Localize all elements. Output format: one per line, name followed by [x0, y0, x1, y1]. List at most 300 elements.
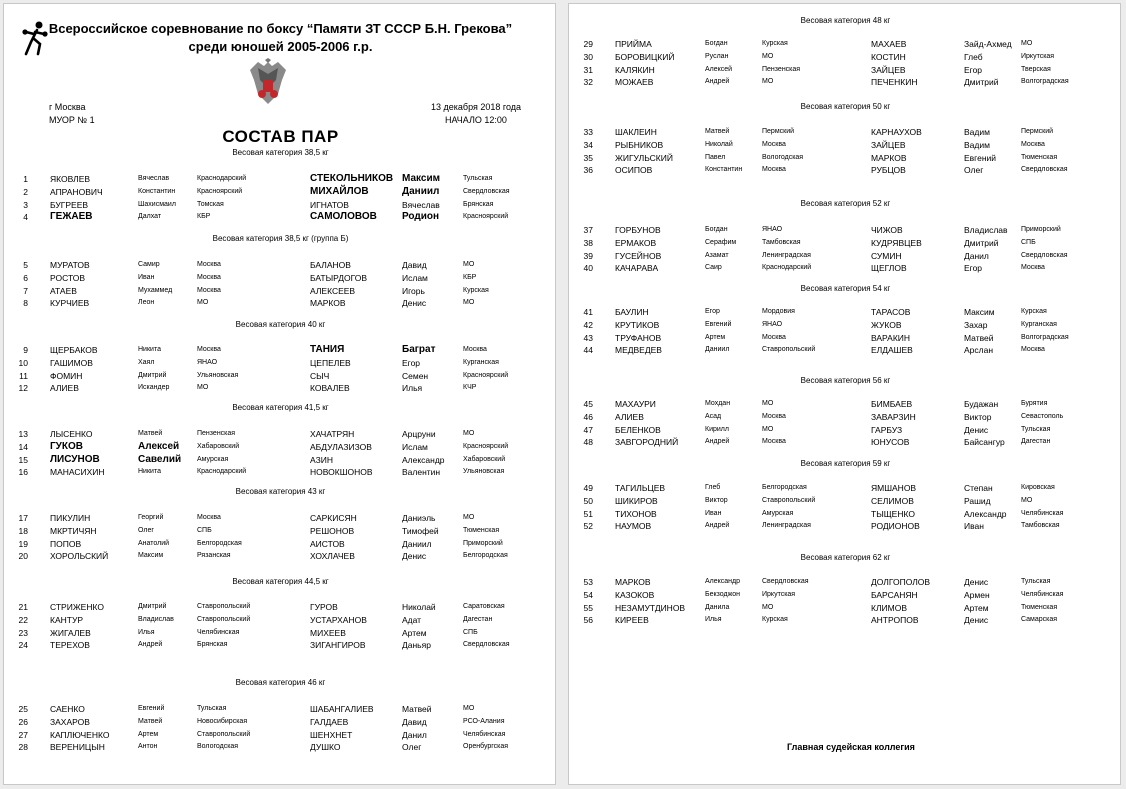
red-corner-name: Артем: [705, 333, 726, 341]
red-corner-surname: КАЛЯКИН: [615, 64, 655, 75]
red-corner-region: Ульяновская: [197, 371, 239, 379]
blue-corner-region: РСО-Алания: [463, 717, 505, 725]
pair-number: 10: [18, 357, 28, 368]
red-corner-name: Бекзоджон: [705, 590, 741, 598]
blue-corner-region: Тамбовская: [1021, 522, 1060, 530]
pair-row: [4, 298, 557, 310]
footer-signature: Главная судейская коллегия: [787, 742, 915, 752]
blue-corner-name: Тимофей: [402, 525, 439, 536]
red-corner-region: Ставропольский: [762, 496, 816, 504]
pair-row: [4, 187, 557, 199]
blue-corner-surname: КОВАЛЕВ: [310, 383, 350, 394]
blue-corner-name: Степан: [964, 483, 993, 493]
pair-row: [4, 717, 557, 729]
blue-corner-region: Свердловская: [1021, 251, 1068, 259]
blue-corner-surname: СТЕКОЛЬНИКОВ: [310, 173, 394, 184]
red-corner-region: ЯНАО: [197, 358, 218, 366]
red-corner-region: Ставропольский: [197, 615, 251, 623]
pair-number: 32: [583, 77, 593, 88]
red-corner-name: Олег: [138, 526, 154, 534]
blue-corner-name: Егор: [402, 357, 421, 368]
pair-number: 39: [583, 250, 593, 261]
red-corner-surname: МАХАУРИ: [615, 399, 656, 409]
blue-corner-surname: ХОХЛАЧЕВ: [310, 551, 355, 562]
blue-corner-region: Тюменская: [1021, 603, 1058, 611]
red-corner-region: МО: [762, 400, 774, 407]
red-corner-region: Пензенская: [762, 65, 801, 73]
red-corner-name: Мохдан: [705, 400, 731, 407]
red-corner-surname: КУРЧИЕВ: [50, 298, 90, 309]
blue-corner-name: Будажан: [964, 399, 999, 409]
blue-corner-surname: ТАНИЯ: [310, 344, 345, 355]
pair-row: [569, 307, 1122, 319]
pair-number: 42: [583, 319, 593, 330]
red-corner-name: Егор: [705, 308, 720, 315]
red-corner-region: Москва: [762, 412, 786, 420]
blue-corner-region: Дагестан: [1021, 438, 1051, 446]
blue-corner-surname: ГУРОВ: [310, 602, 338, 612]
blue-corner-name: Данил: [402, 729, 427, 740]
pair-number: 16: [18, 467, 28, 478]
blue-corner-name: Максим: [402, 173, 440, 184]
red-corner-region: ЯНАО: [762, 226, 783, 233]
blue-corner-surname: КУДРЯВЦЕВ: [871, 237, 922, 248]
red-corner-name: Андрей: [705, 522, 730, 530]
blue-corner-surname: СУМИН: [871, 250, 902, 261]
blue-corner-surname: БАРСАНЯН: [871, 589, 918, 600]
blue-corner-name: Олег: [402, 742, 422, 753]
red-corner-surname: МКРТИЧЯН: [50, 525, 97, 536]
blue-corner-region: Дагестан: [463, 615, 493, 623]
pair-row: [569, 140, 1122, 152]
red-corner-surname: АПРАНОВИЧ: [50, 186, 103, 197]
red-corner-name: Дмитрий: [138, 603, 167, 610]
pair-number: 23: [18, 627, 28, 638]
blue-corner-region: КЧР: [463, 384, 477, 392]
red-corner-surname: САЕНКО: [50, 704, 85, 714]
category-title: Весовая категория 46 кг: [235, 678, 326, 687]
pair-row: [4, 442, 557, 454]
pair-number: 4: [23, 212, 28, 223]
blue-corner-surname: ХАЧАТРЯН: [310, 429, 355, 439]
blue-corner-region: Пермский: [1021, 128, 1054, 135]
blue-corner-region: Хабаровский: [463, 455, 506, 463]
pair-row: [4, 345, 557, 357]
blue-corner-surname: АЗИН: [310, 454, 333, 465]
blue-corner-region: Москва: [1021, 264, 1045, 272]
red-corner-name: Даниил: [705, 346, 730, 354]
pair-number: 35: [583, 152, 593, 163]
red-corner-surname: КРУТИКОВ: [615, 319, 660, 330]
red-corner-region: Москва: [762, 438, 786, 446]
blue-corner-region: Брянская: [463, 200, 494, 208]
red-corner-name: Глеб: [705, 484, 721, 491]
red-corner-surname: КАЗОКОВ: [615, 589, 655, 600]
red-corner-surname: ПРИЙМА: [615, 39, 652, 49]
red-corner-name: Матвей: [138, 717, 163, 725]
pair-row: [569, 52, 1122, 64]
pair-number: 15: [18, 454, 28, 465]
blue-corner-surname: ГАРБУЗ: [871, 424, 903, 435]
blue-corner-surname: МИХЕЕВ: [310, 627, 346, 638]
blue-corner-surname: СЕЛИМОВ: [871, 495, 914, 506]
pair-number: 33: [583, 127, 593, 137]
red-corner-name: Владислав: [138, 615, 174, 623]
blue-corner-surname: ЖУКОВ: [871, 319, 902, 330]
pair-row: [4, 628, 557, 640]
blue-corner-region: Курганская: [1021, 320, 1057, 328]
red-corner-name: Евгений: [705, 320, 732, 328]
pair-number: 5: [23, 260, 28, 270]
red-corner-region: Пермский: [762, 128, 795, 135]
blue-corner-region: МО: [1021, 496, 1033, 504]
blue-corner-name: Баграт: [402, 344, 436, 355]
red-corner-name: Вячеслав: [138, 175, 170, 182]
pair-row: [569, 65, 1122, 77]
date: 13 декабря 2018 года: [431, 102, 522, 112]
pair-number: 36: [583, 165, 593, 176]
pair-row: [4, 615, 557, 627]
blue-corner-name: Олег: [964, 165, 984, 176]
red-corner-name: Дмитрий: [138, 371, 167, 379]
blue-corner-region: Оренбургская: [463, 743, 509, 751]
blue-corner-name: Денис: [402, 298, 427, 309]
blue-corner-surname: НОВОКШОНОВ: [310, 467, 373, 478]
blue-corner-name: Данил: [964, 250, 989, 261]
red-corner-surname: НАУМОВ: [615, 521, 652, 532]
blue-corner-name: Вадим: [964, 139, 990, 150]
pair-number: 20: [18, 551, 28, 562]
blue-corner-name: Егор: [964, 64, 983, 75]
red-corner-region: Белгородская: [762, 484, 807, 491]
pair-row: [4, 273, 557, 285]
blue-corner-surname: АИСТОВ: [310, 538, 345, 549]
blue-corner-region: МО: [463, 261, 475, 268]
pair-row: [4, 539, 557, 551]
red-corner-region: Краснодарский: [197, 175, 247, 182]
city: г Москва: [49, 102, 86, 112]
red-corner-region: Ленинградская: [762, 522, 811, 530]
red-corner-surname: ПОПОВ: [50, 538, 82, 549]
pair-row: [569, 437, 1122, 449]
blue-corner-name: Денис: [964, 424, 989, 435]
pair-row: [569, 483, 1122, 495]
blue-corner-region: Тульская: [1021, 425, 1051, 433]
blue-corner-name: Давид: [402, 716, 427, 727]
blue-corner-surname: ЗАЙЦЕВ: [871, 64, 906, 75]
red-corner-region: Тамбовская: [762, 238, 801, 246]
eagle-emblem-icon: [248, 58, 288, 106]
category-title: Весовая категория 43 кг: [235, 487, 326, 496]
blue-corner-surname: АЛЕКСЕЕВ: [310, 285, 356, 296]
red-corner-region: Ставропольский: [197, 730, 251, 738]
pair-number: 53: [583, 577, 593, 587]
blue-corner-surname: ЗАЙЦЕВ: [871, 139, 906, 150]
red-corner-surname: ГЕЖАЕВ: [50, 211, 93, 223]
blue-corner-surname: РУБЦОВ: [871, 165, 906, 176]
red-corner-region: Курская: [762, 40, 788, 47]
red-corner-surname: МУРАТОВ: [50, 260, 90, 270]
blue-corner-name: Денис: [964, 577, 989, 587]
red-corner-name: Антон: [138, 743, 158, 751]
red-corner-name: Илья: [705, 616, 722, 624]
pair-number: 8: [23, 298, 28, 309]
blue-corner-name: Даниэль: [402, 513, 436, 523]
blue-corner-region: Тверская: [1021, 65, 1051, 73]
red-corner-surname: ВЕРЕНИЦЫН: [50, 742, 105, 753]
red-corner-name: Иван: [138, 273, 155, 281]
pair-number: 38: [583, 237, 593, 248]
blue-corner-surname: МАХАЕВ: [871, 39, 907, 49]
red-corner-name: Хаял: [138, 358, 155, 366]
pair-row: [569, 238, 1122, 250]
red-corner-region: КБР: [197, 213, 211, 221]
blue-corner-name: Зайд-Ахмед: [964, 39, 1012, 49]
red-corner-name: Илья: [138, 628, 155, 636]
blue-corner-name: Байсангур: [964, 437, 1005, 448]
pair-number: 1: [23, 174, 28, 184]
blue-corner-name: Давид: [402, 260, 427, 270]
blue-corner-name: Захар: [964, 319, 988, 330]
pair-row: [569, 509, 1122, 521]
pair-number: 31: [583, 64, 593, 75]
pair-row: [569, 39, 1122, 51]
blue-corner-region: Красноярский: [463, 371, 509, 379]
red-corner-region: Вологодская: [762, 153, 804, 161]
red-corner-surname: ЗАВГОРОДНИЙ: [615, 437, 679, 448]
pair-row: [569, 77, 1122, 89]
red-corner-region: МО: [197, 384, 209, 392]
red-corner-name: Алексей: [138, 440, 180, 452]
blue-corner-surname: ЯМШАНОВ: [871, 483, 917, 493]
blue-corner-surname: ГАЛДАЕВ: [310, 716, 349, 727]
blue-corner-name: Александр: [964, 508, 1007, 519]
pair-number: 14: [18, 441, 28, 452]
red-corner-region: Амурская: [762, 509, 794, 517]
red-corner-name: Богдан: [705, 40, 728, 47]
pair-row: [569, 153, 1122, 165]
blue-corner-surname: ЧИЖОВ: [871, 225, 903, 235]
category-title: Весовая категория 62 кг: [800, 553, 891, 562]
red-corner-name: Самир: [138, 261, 160, 268]
pair-number: 17: [18, 513, 28, 523]
pair-row: [569, 225, 1122, 237]
red-corner-surname: КАПЛЮЧЕНКО: [50, 729, 110, 740]
blue-corner-surname: СЫЧ: [310, 370, 330, 381]
red-corner-name: Руслан: [705, 52, 729, 60]
red-corner-region: Пензенская: [197, 430, 236, 437]
title-line1: Всероссийское соревнование по боксу “Памяти ЗТ СССР Б.Н. Грекова”: [48, 21, 513, 36]
blue-corner-surname: КАРНАУХОВ: [871, 127, 922, 137]
red-corner-region: Белгородская: [197, 539, 242, 547]
blue-corner-surname: КОСТИН: [871, 51, 906, 62]
red-corner-name: Иван: [705, 509, 722, 517]
red-corner-name: Максим: [138, 552, 164, 560]
blue-corner-name: Даниил: [402, 185, 440, 197]
red-corner-name: Серафим: [705, 238, 737, 246]
category-title: Весовая категория 38,5 кг: [232, 148, 329, 157]
red-corner-region: Амурская: [197, 455, 229, 463]
blue-corner-name: Денис: [964, 615, 989, 626]
red-corner-region: МО: [762, 425, 774, 433]
pair-row: [569, 345, 1122, 357]
pair-number: 56: [583, 615, 593, 626]
red-corner-name: Леон: [138, 299, 155, 307]
pair-number: 7: [23, 285, 28, 296]
pair-number: 54: [583, 589, 593, 600]
blue-corner-region: Кировская: [1021, 484, 1055, 491]
red-corner-surname: НЕЗАМУТДИНОВ: [615, 602, 686, 613]
blue-corner-name: Семен: [402, 370, 429, 381]
blue-corner-name: Дмитрий: [964, 237, 999, 248]
blue-corner-name: Матвей: [402, 704, 432, 714]
red-corner-surname: ГОРБУНОВ: [615, 225, 661, 235]
red-corner-region: Москва: [197, 261, 221, 268]
red-corner-name: Константин: [138, 187, 176, 195]
blue-corner-name: Владислав: [964, 225, 1008, 235]
blue-corner-name: Даньяр: [402, 640, 431, 651]
blue-corner-surname: ТЫЩЕНКО: [871, 508, 915, 519]
blue-corner-region: МО: [1021, 40, 1033, 47]
blue-corner-name: Иван: [964, 521, 984, 532]
page-right: [568, 3, 1121, 785]
red-corner-name: Евгений: [138, 705, 165, 712]
red-corner-region: Москва: [197, 346, 221, 353]
pair-number: 9: [23, 345, 28, 355]
red-corner-region: Брянская: [197, 641, 228, 649]
pair-row: [569, 412, 1122, 424]
pair-row: [4, 383, 557, 395]
blue-corner-region: МО: [463, 514, 475, 521]
blue-corner-name: Денис: [402, 551, 427, 562]
blue-corner-name: Артем: [402, 627, 427, 638]
blue-corner-region: Севастополь: [1021, 412, 1064, 420]
pair-number: 43: [583, 332, 593, 343]
blue-corner-name: Александр: [402, 454, 445, 465]
blue-corner-region: Тюменская: [1021, 153, 1058, 161]
pair-row: [4, 212, 557, 224]
blue-corner-surname: ШЕНХНЕТ: [310, 729, 353, 740]
red-corner-surname: ЯКОВЛЕВ: [50, 174, 91, 184]
red-corner-name: Александр: [705, 578, 741, 585]
pair-row: [569, 127, 1122, 139]
category-title: Весовая категория 41,5 кг: [232, 403, 329, 412]
blue-corner-surname: ИГНАТОВ: [310, 199, 349, 210]
blue-corner-surname: РЕШОНОВ: [310, 525, 355, 536]
blue-corner-name: Арцруни: [402, 429, 436, 439]
pair-row: [4, 526, 557, 538]
red-corner-name: Мухаммед: [138, 286, 173, 294]
blue-corner-surname: ДУШКО: [310, 742, 341, 753]
red-corner-region: Вологодская: [197, 743, 239, 751]
red-corner-region: Краснодарский: [197, 468, 247, 476]
red-corner-surname: СТРИЖЕНКО: [50, 602, 104, 612]
page-left: [3, 3, 556, 785]
pair-number: 28: [18, 742, 28, 753]
pair-row: [4, 429, 557, 441]
red-corner-region: Тульская: [197, 705, 227, 712]
red-corner-region: Мордовия: [762, 308, 795, 315]
blue-corner-name: Ислам: [402, 272, 428, 283]
pair-number: 27: [18, 729, 28, 740]
blue-corner-name: Игорь: [402, 285, 425, 296]
blue-corner-surname: МАРКОВ: [310, 298, 346, 309]
red-corner-surname: ГУКОВ: [50, 440, 83, 452]
red-corner-name: Константин: [705, 166, 743, 174]
blue-corner-region: Свердловская: [463, 187, 510, 195]
pair-row: [4, 260, 557, 272]
red-corner-surname: ЕРМАКОВ: [615, 237, 657, 248]
red-corner-region: Рязанская: [197, 552, 231, 560]
blue-corner-name: Адат: [402, 614, 422, 625]
blue-corner-name: Вадим: [964, 127, 990, 137]
blue-corner-region: Волгоградская: [1021, 78, 1069, 86]
blue-corner-surname: МИХАЙЛОВ: [310, 185, 369, 197]
pair-number: 51: [583, 508, 593, 519]
blue-corner-name: Армен: [964, 589, 990, 600]
red-corner-name: Данила: [705, 603, 730, 611]
pair-row: [569, 251, 1122, 263]
blue-corner-surname: ВАРАКИН: [871, 332, 911, 343]
blue-corner-region: Иркутская: [1021, 52, 1055, 60]
red-corner-region: Ставропольский: [197, 603, 251, 610]
blue-corner-surname: КЛИМОВ: [871, 602, 908, 613]
red-corner-surname: БУГРЕЕВ: [50, 199, 89, 210]
blue-corner-surname: БИМБАЕВ: [871, 399, 913, 409]
red-corner-name: Никита: [138, 346, 161, 353]
category-title: Весовая категория 54 кг: [800, 284, 891, 293]
blue-corner-region: Свердловская: [1021, 166, 1068, 174]
blue-corner-name: Арслан: [964, 345, 994, 356]
pair-number: 11: [19, 370, 28, 381]
red-corner-surname: ФОМИН: [50, 370, 83, 381]
blue-corner-name: Вячеслав: [402, 199, 440, 210]
blue-corner-surname: АНТРОПОВ: [871, 615, 919, 626]
red-corner-surname: ЖИГАЛЕВ: [50, 627, 91, 638]
blue-corner-name: Родион: [402, 211, 440, 223]
red-corner-name: Андрей: [138, 641, 163, 649]
red-corner-surname: МАНАСИХИН: [50, 467, 105, 478]
pair-row: [569, 165, 1122, 177]
red-corner-surname: КАНТУР: [50, 614, 84, 625]
pair-number: 18: [18, 525, 28, 536]
red-corner-name: Павел: [705, 153, 726, 161]
red-corner-name: Алексей: [705, 65, 733, 73]
start-time: НАЧАЛО 12:00: [445, 115, 507, 125]
red-corner-surname: МАРКОВ: [615, 577, 651, 587]
blue-corner-region: Москва: [1021, 346, 1045, 354]
pair-row: [4, 455, 557, 467]
blue-corner-surname: РОДИОНОВ: [871, 521, 920, 532]
pair-number: 34: [583, 139, 593, 150]
red-corner-name: Саир: [705, 264, 722, 272]
blue-corner-region: Тюменская: [463, 526, 500, 534]
red-corner-surname: ШАКЛЕИН: [615, 127, 657, 137]
blue-corner-surname: ЩЕГЛОВ: [871, 263, 907, 274]
red-corner-region: ЯНАО: [762, 320, 783, 328]
pair-number: 12: [18, 383, 28, 394]
pair-row: [569, 496, 1122, 508]
red-corner-surname: ШИКИРОВ: [615, 495, 658, 506]
red-corner-region: СПБ: [197, 526, 212, 534]
pair-number: 37: [583, 225, 593, 235]
red-corner-region: Москва: [197, 273, 221, 281]
blue-corner-surname: ЦЕПЕЛЕВ: [310, 357, 351, 368]
blue-corner-region: Бурятия: [1021, 400, 1048, 407]
red-corner-name: Николай: [705, 140, 733, 148]
pair-number: 6: [23, 272, 28, 283]
red-corner-region: Курская: [762, 616, 788, 624]
